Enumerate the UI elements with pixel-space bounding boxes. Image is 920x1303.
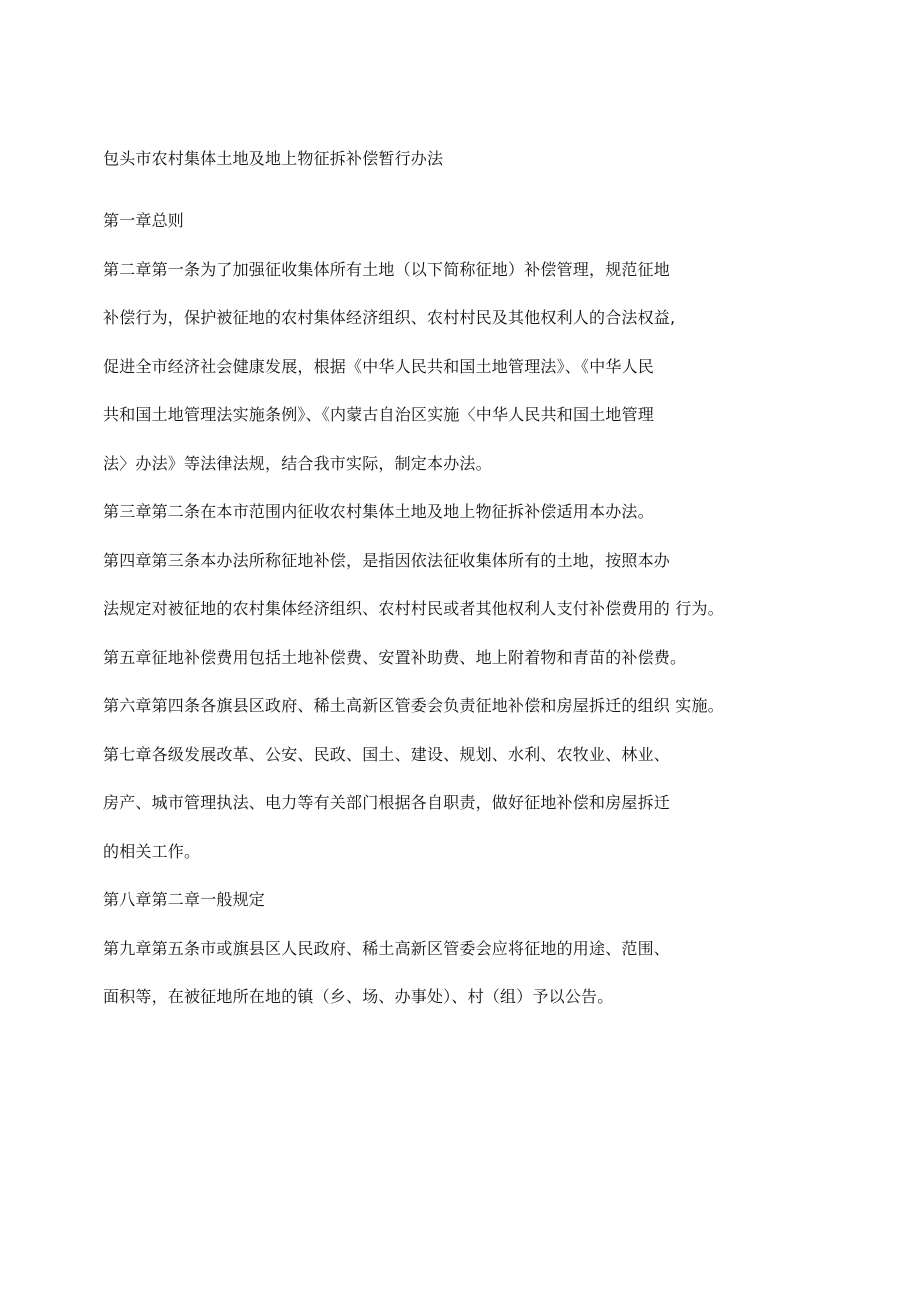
text-line: 第一章总则 — [103, 211, 185, 230]
text-line: 促进全市经济社会健康发展，根据《中华人民共和国土地管理法》、《中华人民 — [103, 357, 655, 376]
text-line: 补偿行为，保护被征地的农村集体经济组织、农村村民及其他权利人的合法权益, — [103, 308, 676, 327]
text-line: 第六章第四条各旗县区政府、稀土高新区管委会负责征地补偿和房屋拆迁的组织 实施。 — [103, 696, 724, 715]
text-line: 法规定对被征地的农村集体经济组织、农村村民或者其他权利人支付补偿费用的 行为。 — [103, 599, 724, 618]
text-line: 第九章第五条市或旗县区人民政府、稀土高新区管委会应将征地的用途、范围、 — [103, 939, 671, 958]
text-line: 的相关工作。 — [103, 842, 201, 861]
text-line: 第三章第二条在本市范围内征收农村集体土地及地上物征拆补偿适用本办法。 — [103, 502, 654, 521]
text-line: 共和国土地管理法实施条例》、《内蒙古自治区实施〈中华人民共和国土地管理 — [103, 405, 655, 424]
text-line: 第四章第三条本办法所称征地补偿，是指因依法征收集体所有的土地，按照本办 — [103, 551, 671, 570]
document-title: 包头市农村集体土地及地上物征拆补偿暂行办法 — [103, 149, 444, 168]
text-line: 第七章各级发展改革、公安、民政、国土、建设、规划、水利、农牧业、林业、 — [103, 745, 671, 764]
text-line: 法〉办法》等法律法规，结合我市实际，制定本办法。 — [103, 454, 492, 473]
text-line: 房产、城市管理执法、电力等有关部门根据各自职责，做好征地补偿和房屋拆迁 — [103, 793, 671, 812]
text-line: 第八章第二章一般规定 — [103, 890, 266, 909]
text-line: 第二章第一条为了加强征收集体所有土地（以下简称征地）补偿管理，规范征地 — [103, 260, 671, 279]
text-line: 面积等，在被征地所在地的镇（乡、场、办事处）、村（组）予以公告。 — [103, 987, 614, 1006]
text-line: 第五章征地补偿费用包括土地补偿费、安置补助费、地上附着物和青苗的补偿费。 — [103, 648, 687, 667]
